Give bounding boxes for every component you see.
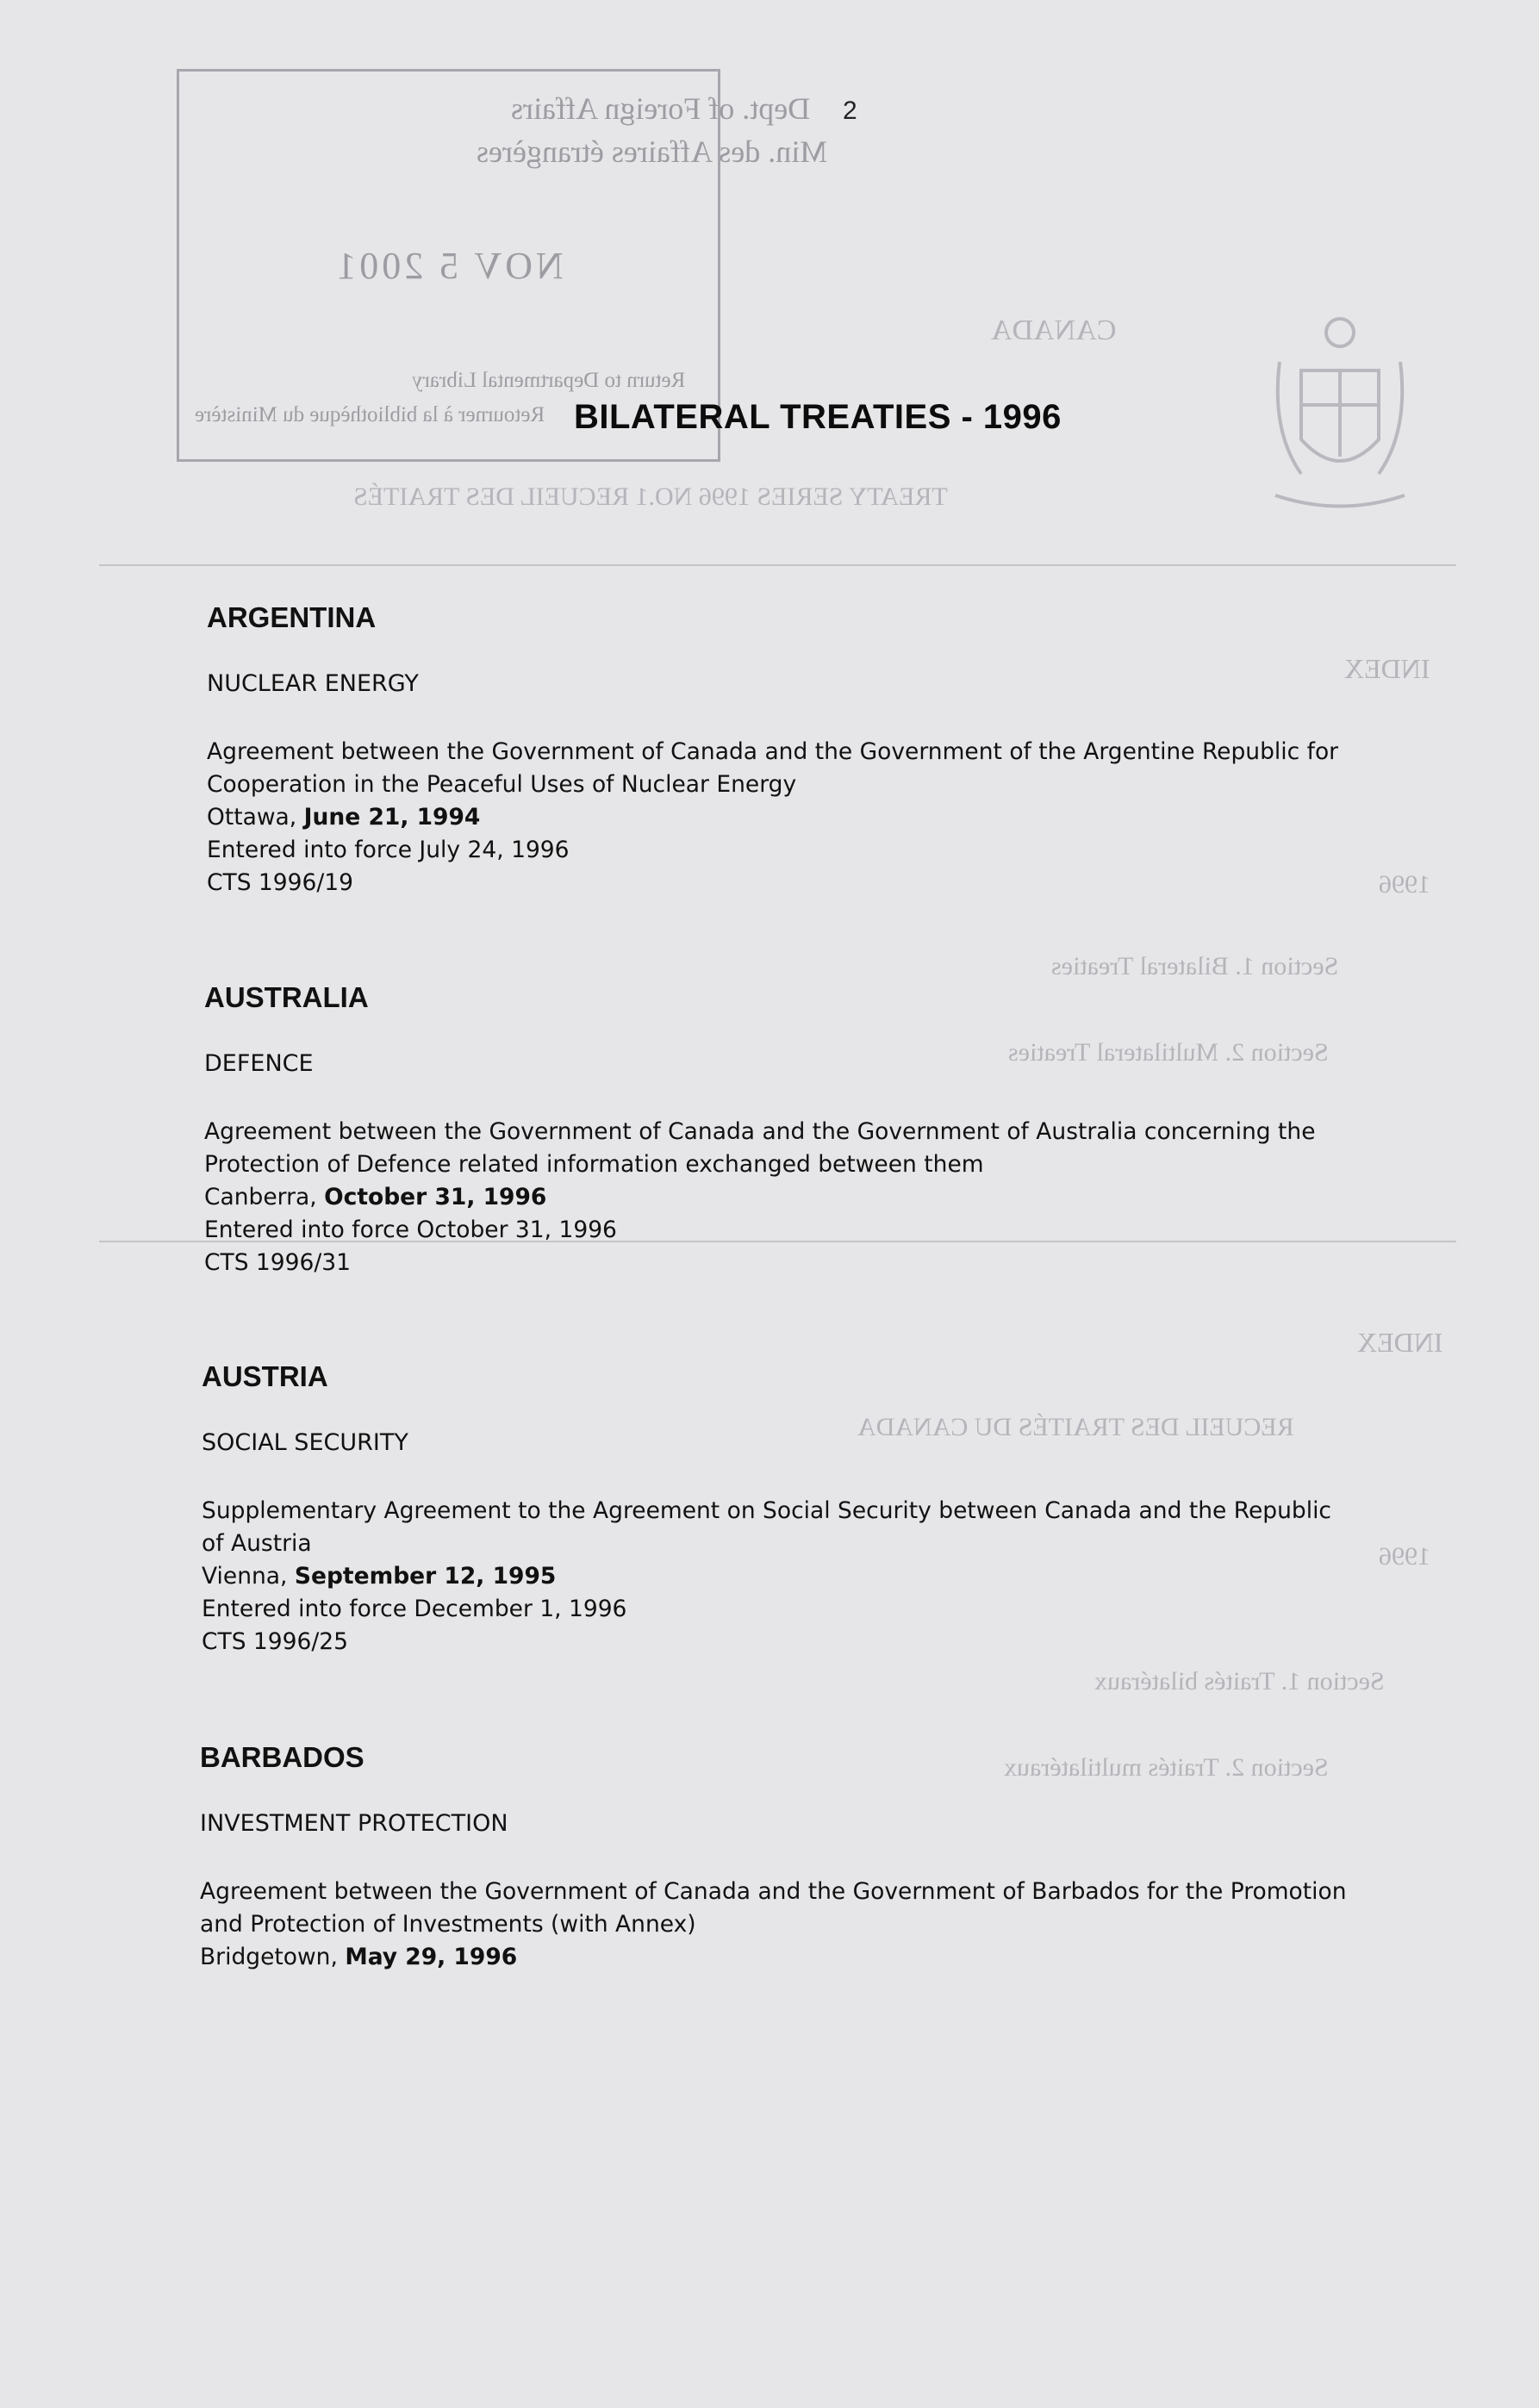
page-title: BILATERAL TREATIES - 1996	[574, 398, 1062, 436]
ghost-line: 1996	[1379, 870, 1430, 899]
cts-reference: CTS 1996/31	[204, 1249, 352, 1276]
entry-into-force: Entered into force October 31, 1996	[204, 1216, 617, 1243]
ghost-line: Section 1. Traités bilatéraux	[1094, 1667, 1385, 1696]
ghost-line: CANADA	[991, 314, 1117, 346]
signing-place: Bridgetown,	[200, 1944, 338, 1970]
ghost-line: Section 1. Bilateral Treaties	[1051, 952, 1339, 980]
ghost-line: Section 2. Traités multilatéraux	[1004, 1753, 1329, 1782]
stamp-line: Dept. of Foreign Affairs	[511, 91, 811, 126]
ghost-line: Section 2. Multilateral Treaties	[1008, 1038, 1329, 1067]
agreement-title-line: and Protection of Investments (with Annex)	[200, 1911, 696, 1938]
treaty-details	[200, 1876, 1458, 1974]
country-heading: AUSTRALIA	[204, 981, 369, 1013]
signing-date: September 12, 1995	[294, 1563, 557, 1590]
signing-line	[207, 801, 1465, 834]
ghost-line: INDEX	[1357, 1327, 1443, 1358]
country-heading: BARBADOS	[200, 1741, 364, 1773]
agreement-title-line: Protection of Defence related information exchanged between them	[204, 1151, 984, 1178]
treaty-category: NUCLEAR ENERGY	[207, 670, 419, 697]
ghost-line: INDEX	[1344, 653, 1430, 684]
signing-date: June 21, 1994	[303, 804, 481, 831]
agreement-title-line: of Austria	[202, 1530, 312, 1557]
coat-of-arms-icon	[1267, 310, 1413, 517]
treaty-details	[207, 736, 1465, 899]
treaty-entry-argentina	[207, 600, 1465, 899]
entry-into-force: Entered into force December 1, 1996	[202, 1596, 627, 1622]
treaty-category: INVESTMENT PROTECTION	[200, 1810, 508, 1837]
cts-reference: CTS 1996/25	[202, 1628, 349, 1655]
cts-reference: CTS 1996/19	[207, 869, 354, 896]
treaty-category: SOCIAL SECURITY	[202, 1429, 408, 1456]
treaty-entry-australia	[204, 980, 1462, 1279]
agreement-title-line: Agreement between the Government of Canada and the Government of Barbados for the Promotion	[200, 1878, 1347, 1905]
ghost-line: RECUEIL DES TRAITÉS DU CANADA	[857, 1413, 1294, 1441]
signing-place: Canberra,	[204, 1184, 317, 1210]
country-heading: AUSTRIA	[202, 1360, 328, 1392]
signing-place: Vienna,	[202, 1563, 288, 1590]
signing-line	[204, 1181, 1462, 1214]
stamp-line: Return to Departmental Library	[412, 369, 686, 392]
entry-into-force: Entered into force July 24, 1996	[207, 837, 570, 863]
page-number: 2	[843, 96, 857, 125]
treaty-category: DEFENCE	[204, 1050, 314, 1077]
treaty-details	[202, 1495, 1460, 1658]
signing-date: May 29, 1996	[345, 1944, 518, 1970]
ghost-line: 1996	[1379, 1542, 1430, 1571]
agreement-title-line: Agreement between the Government of Canada and the Government of Australia concerning the	[204, 1118, 1316, 1145]
agreement-title-line: Agreement between the Government of Canada and the Government of the Argentine Republic for	[207, 738, 1339, 765]
stamp-line: Retourner à la bibliothèque du Ministère	[195, 403, 545, 426]
signing-line	[202, 1560, 1460, 1593]
signing-line	[200, 1941, 1458, 1974]
agreement-title-line: Cooperation in the Peaceful Uses of Nuclear Energy	[207, 771, 797, 798]
signing-date: October 31, 1996	[324, 1184, 547, 1210]
ghost-rule	[99, 564, 1456, 566]
signing-place: Ottawa,	[207, 804, 297, 831]
stamp-date: NOV 5 2001	[333, 245, 564, 287]
treaty-entry-barbados	[200, 1740, 1458, 1974]
country-heading: ARGENTINA	[207, 601, 377, 633]
ghost-line: TREATY SERIES 1996 NO.1 RECUEIL DES TRAITÉS	[353, 482, 948, 511]
stamp-line: Min. des Affaires étrangères	[477, 134, 828, 169]
agreement-title-line: Supplementary Agreement to the Agreement on Social Security between Canada and the Republic	[202, 1497, 1331, 1524]
treaty-details	[204, 1116, 1462, 1279]
treaty-entry-austria	[202, 1360, 1460, 1658]
